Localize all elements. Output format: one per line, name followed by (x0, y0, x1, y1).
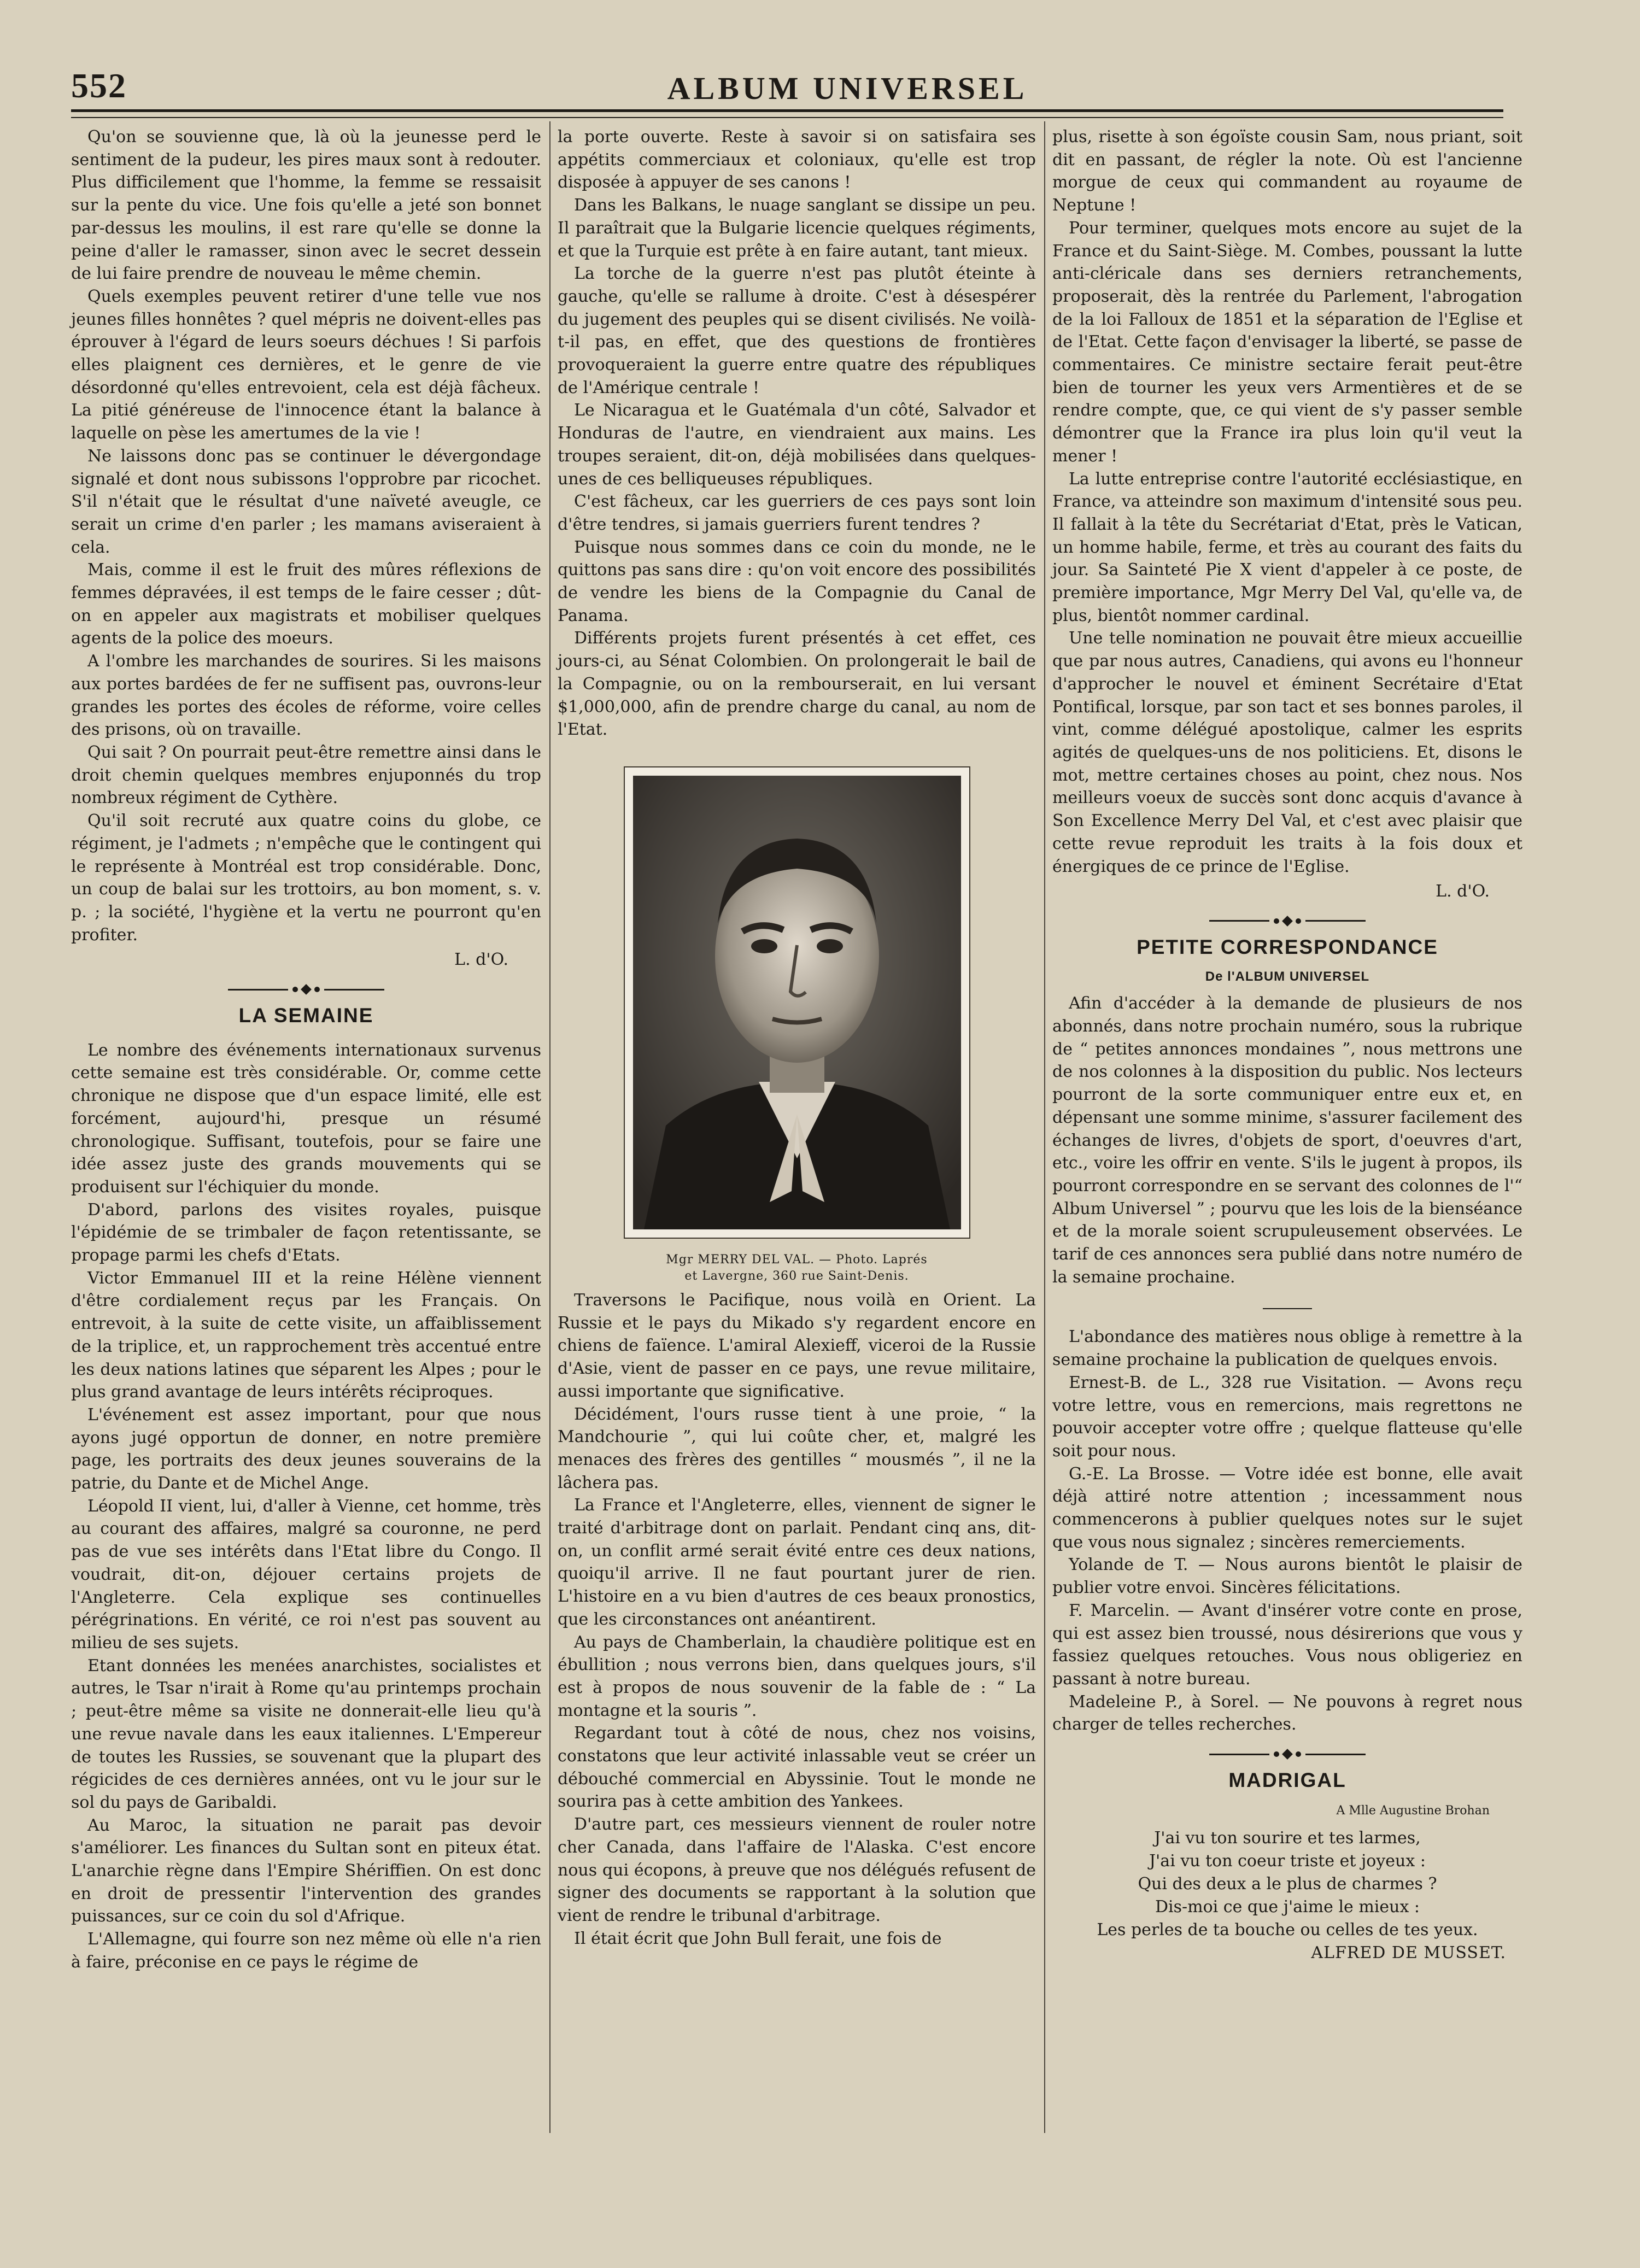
header-rule-thin (71, 117, 1503, 118)
poem-line: Dis-moi ce que j'aime le mieux : (1155, 1897, 1420, 1917)
column-divider (1044, 121, 1045, 2133)
paragraph: Regardant tout à côté de nous, chez nos voisins, constatons que leur activité inlassable veut se créer un débouché commercial en Abyssinie. Tout le monde ne sourira pas à cette ambition des Yankees. (558, 1724, 1036, 1812)
paragraph: Le nombre des événements internationaux survenus cette semaine est très considérable. Or, comme cette chronique ne dispose que d'un espace limité, elle est forcément, aujourd'hi, presque un résumé chronologique. Suffisant, toutefois, pour se faire une idée assez juste des grands mouvements qui se produisent sur l'échiquier du monde. (71, 1040, 541, 1197)
photo-caption (558, 1252, 1036, 1285)
section-ornament (71, 986, 541, 993)
paragraph: Mais, comme il est le fruit des mûres réflexions de femmes dépravées, il est temps de le faire cesser ; dût-on en appeler aux magistrats et mobiliser quelques agents de la police des moeurs. (71, 560, 541, 648)
paragraph: Qu'on se souvienne que, là où la jeunesse perd le sentiment de la pudeur, les pires maux sont à redouter. Plus difficilement que l'homme, la femme se ressaisit sur la pente du vice. Une fois qu'elle a jeté son bonnet par-dessus les moulins, il est rare qu'elle se donne la peine d'aller le ramasser, sinon avec le secret dessein de lui faire prendre de nouveau le même chemin. (71, 127, 541, 284)
masthead-title: ALBUM UNIVERSEL (667, 71, 1028, 106)
paragraph: C'est fâcheux, car les guerriers de ces pays sont loin d'être tendres, si jamais guerriers furent tendres ? (558, 492, 1036, 534)
paragraph: D'autre part, ces messieurs viennent de rouler notre cher Canada, dans l'affaire de l'Alaska. C'est encore nous qui écopons, à preuve que nos délégués refusent de signer des documents se rapportant à la solution que vient de rendre le tribunal d'arbitrage. (558, 1815, 1036, 1925)
correspondence-note: Yolande de T. — Nous aurons bientôt le plaisir de publier votre envoi. Sincères félicitations. (1052, 1555, 1522, 1598)
section-title-petite-correspondance: PETITE CORRESPONDANCE (1137, 935, 1438, 958)
paragraph: Au Maroc, la situation ne parait pas devoir s'améliorer. Les finances du Sultan sont en piteux état. L'anarchie règne dans l'Empire Shériffien. On est donc en droit de pressentir l'intervention des grandes puissances, sur ce coin du sol d'Afrique. (71, 1815, 541, 1926)
poem-line: Les perles de ta bouche ou celles de tes yeux. (1097, 1920, 1478, 1939)
correspondence-note: F. Marcelin. — Avant d'insérer votre conte en prose, qui est assez bien troussé, nous désirerions que vous y fassiez quelques retouches. Vous nous obligeriez en passant à notre bureau. (1052, 1601, 1522, 1689)
correspondence-note: G.-E. La Brosse. — Votre idée est bonne, elle avait déjà attiré notre attention ; incessamment nous commencerons à publier quelques notes sur le sujet que vous nous signalez ; sincères remerciements. (1052, 1464, 1522, 1552)
paragraph: Qu'il soit recruté aux quatre coins du globe, ce régiment, je l'admets ; n'empêche que le contingent qui le représente à Montréal est trop considérable. Donc, un coup de balai sur les trottoirs, au bon moment, s. v. p. ; la société, l'hygiène et la vertu ne pourront qu'en profiter. (71, 811, 541, 945)
paragraph: La lutte entreprise contre l'autorité ecclésiastique, en France, va atteindre son maximum d'intensité sous peu. Il fallait à la tête du Secrétariat d'Etat, près le Vatican, un homme habile, ferme, et très au courant des faits du jour. Sa Sainteté Pie X vient d'appeler à ce poste, de première importance, Mgr Merry Del Val, qu'elle va, de plus, bientôt nommer cardinal. (1052, 469, 1522, 625)
paragraph: Victor Emmanuel III et la reine Hélène viennent d'être cordialement reçus par les Français. On entrevoit, à la suite de cette visite, un affaiblissement de la triplice, et, un rapprochement très accentué entre les deux nations latines que séparent les Alpes ; pour le plus grand avantage de leurs intérêts réciproques. (71, 1268, 541, 1402)
paragraph: A l'ombre les marchandes de sourires. Si les maisons aux portes bardées de fer ne suffisent pas, ouvrons-leur grandes les portes des écoles de réforme, voire celles des prisons, où on travaille. (71, 652, 541, 740)
paragraph: Traversons le Pacifique, nous voilà en Orient. La Russie et le pays du Mikado s'y regardent encore en chiens de faïence. L'amiral Alexieff, viceroi de la Russie d'Asie, vient de passer en ce pays, une revue militaire, aussi importante que significative. (558, 1290, 1036, 1401)
column-3 (1052, 126, 1522, 1965)
paragraph: Ne laissons donc pas se continuer le dévergondage signalé et dont nous subissons l'opprobre par ricochet. S'il n'était que le résultat d'une naïveté aveugle, ce serait un crime d'en parler ; les mamans aviseraient à cela. (71, 446, 541, 557)
correspondence-note: Madeleine P., à Sorel. — Ne pouvons à regret nous charger de telles recherches. (1052, 1692, 1522, 1734)
paragraph: Dans les Balkans, le nuage sanglant se dissipe un peu. Il paraîtrait que la Bulgarie licencie quelques régiments, et que la Turquie est prête à en faire autant, tant mieux. (558, 196, 1036, 261)
poem-dedication: A Mlle Augustine Brohan (1336, 1803, 1490, 1818)
paragraph: La torche de la guerre n'est pas plutôt éteinte à gauche, qu'elle se rallume à droite. C'est à désespérer du jugement des peuples qui se disent civilisés. Ne voilà-t-il pas, en effet, que des questions de frontières provoqueraient la guerre entre quatre des républiques de l'Amérique centrale ! (558, 264, 1036, 397)
poem-line: J'ai vu ton sourire et tes larmes, (1154, 1828, 1421, 1848)
paragraph: Au pays de Chamberlain, la chaudière politique est en ébullition ; nous verrons bien, dans quelques jours, s'il est à propos de nous souvenir de la fable de : “ La montagne et la souris ”. (558, 1632, 1036, 1720)
paragraph: D'abord, parlons des visites royales, puisque l'épidémie de se trimbaler de façon retentissante, se propage parmi les chefs d'Etats. (71, 1200, 541, 1265)
paragraph: La France et l'Angleterre, elles, viennent de signer le traité d'arbitrage dont on parlait. Pendant cinq ans, dit-on, un conflit armé serait évité entre ces deux nations, quoiqu'il arrive. Il ne faut pourtant jurer de rien. L'histoire en a vu bien d'autres de ces beaux pronostics, que les circonstances ont anéantirent. (558, 1496, 1036, 1629)
caption-line: Mgr MERRY DEL VAL. — Photo. Laprés (666, 1252, 928, 1267)
paragraph: la porte ouverte. Reste à savoir si on satisfaira ses appétits commerciaux et coloniaux, qu'elle est trop disposée à appuyer de ses canons ! (558, 127, 1036, 192)
paragraph: Pour terminer, quelques mots encore au sujet de la France et du Saint-Siège. M. Combes, poussant la lutte anti-cléricale dans ses derniers retranchements, proposerait, dès la rentrée du Parlement, l'abrogation de la loi Falloux de 1851 et la séparation de l'Eglise et de l'Etat. Cette façon d'envisager la liberté, se passe de commentaires. Ce ministre sectaire ferait peut-être bien de tourner les yeux vers Armentières et de se rendre compte, que, ce qui vient de s'y passer semble démontrer que la France ira plus loin qu'il veut la mener ! (1052, 218, 1522, 466)
portrait-photo (624, 766, 970, 1239)
column-2 (558, 126, 1036, 1950)
paragraph: Léopold II vient, lui, d'aller à Vienne, cet homme, très au courant des affaires, malgré sa couronne, ne perd pas de vue ses intérêts dans l'Etat libre du Congo. Il voudrait, dit-on, déjouer certains projets de l'Angleterre. Cela explique ses continuelles pérégrinations. En vérité, ce roi n'est pas souvent au milieu de ses sujets. (71, 1496, 541, 1652)
column-1 (71, 126, 541, 1974)
paragraph: Décidément, l'ours russe tient à une proie, “ la Mandchourie ”, qui lui coûte cher, et, malgré les menaces des frères des gentilles “ mousmés ”, il ne la lâchera pas. (558, 1404, 1036, 1492)
correspondence-note: Ernest-B. de L., 328 rue Visitation. — Avons reçu votre lettre, vous en remercions, mais regrettons ne pouvoir accepter votre offre ; quelque flatteuse qu'elle soit pour nous. (1052, 1373, 1522, 1461)
caption-line: et Lavergne, 360 rue Saint-Denis. (684, 1269, 909, 1283)
author-signature: L. d'O. (1436, 882, 1490, 901)
portrait-illustration (633, 776, 961, 1229)
poem-line: Qui des deux a le plus de charmes ? (1138, 1874, 1437, 1894)
paragraph: Le Nicaragua et le Guatémala d'un côté, Salvador et Honduras de l'autre, en viendraient aux mains. Les troupes seraient, dit-on, déjà mobilisées dans quelques-unes de ces belliqueuses républiques. (558, 401, 1036, 489)
madrigal-poem (1052, 1800, 1522, 1965)
page-number: 552 (71, 66, 127, 105)
section-ornament (1052, 917, 1522, 925)
poem-author: ALFRED DE MUSSET. (1311, 1943, 1506, 1962)
paragraph: plus, risette à son égoïste cousin Sam, nous priant, soit dit en passant, de régler la note. Où est l'ancienne morgue de ceux qui commandent au royaume de Neptune ! (1052, 127, 1522, 215)
paragraph: Afin d'accéder à la demande de plusieurs de nos abonnés, dans notre prochain numéro, sous la rubrique de “ petites annonces mondaines ”, nous mettrons une de nos colonnes à la disposition du public. Nos lecteurs pourront de la sorte communiquer entre eux et, en dépensant une somme minime, s'assurer facilement des échanges de livres, d'objets de sport, d'oeuvres d'art, etc., voire les offrir en vente. S'ils le jugent à propos, ils pourront correspondre en se servant des colonnes de l'“ Album Universel ” ; pourvu que les lois de la bienséance et de la morale soient scrupuleusement observées. Le tarif de ces annonces sera publié dans notre numéro de la semaine prochaine. (1052, 994, 1522, 1287)
paragraph: Il était écrit que John Bull ferait, une fois de (574, 1929, 942, 1948)
poem-line: J'ai vu ton coeur triste et joyeux : (1149, 1851, 1426, 1871)
column-divider (549, 121, 550, 2133)
paragraph: Différents projets furent présentés à cet effet, ces jours-ci, au Sénat Colombien. On prolongerait le bail de la Compagnie, ou on la rembourserait, en lui versant $1,000,000, afin de prendre charge du canal, au nom de l'Etat. (558, 629, 1036, 740)
section-title-madrigal: MADRIGAL (1228, 1769, 1346, 1792)
paragraph: Qui sait ? On pourrait peut-être remettre ainsi dans le droit chemin quelques membres enjuponnés du trop nombreux régiment de Cythère. (71, 742, 541, 808)
author-signature: L. d'O. (454, 950, 508, 970)
paragraph: L'événement est assez important, pour que nous ayons jugé opportun de donner, en notre première page, les portraits des deux jeunes souverains de la patrie, du Dante et de Michel Ange. (71, 1405, 541, 1493)
paragraph: Quels exemples peuvent retirer d'une telle vue nos jeunes filles honnêtes ? quel mépris ne doivent-elles pas éprouver à l'égard de leurs soeurs déchues ! Si parfois elles plaignent ces dernières, et le genre de vie désordonné qu'elles entrevoient, cela est déjà fâcheux. La pitié généreuse de l'innocence étant la balance à laquelle on pèse les amertumes de la vie ! (71, 286, 541, 443)
paragraph: Une telle nomination ne pouvait être mieux accueillie que par nous autres, Canadiens, qui avons eu l'honneur d'approcher le nouvel et éminent Secrétaire d'Etat Pontifical, lorsque, par son tact et ses bonnes paroles, il vint, comme délégué apostolique, calmer les esprits agités de quelques-uns de nos politiciens. Et, disons le mot, mettre certaines choses au point, chez nous. Nos meilleurs voeux de succès sont donc acquis d'avance à Son Excellence Merry Del Val, et c'est avec plaisir que cette revue reproduit les traits à la fois doux et énergiques de ce prince de l'Eglise. (1052, 629, 1522, 876)
paragraph: Etant données les menées anarchistes, socialistes et autres, le Tsar n'irait à Rome qu'au printemps prochain ; peut-être même sa visite ne donnerait-elle lieu qu'à une revue navale dans les eaux italiennes. L'Empereur de toutes les Russies, se souvenant que la plupart des régicides de ces dernières années, ont vu le jour sur le sol du pays de Garibaldi. (71, 1656, 541, 1812)
section-title-la-semaine: LA SEMAINE (238, 1004, 374, 1027)
section-ornament (1052, 1750, 1522, 1758)
paragraph: L'Allemagne, qui fourre son nez même où elle n'a rien à faire, préconise en ce pays le régime de (71, 1930, 541, 1972)
correspondence-note: L'abondance des matières nous oblige à remettre à la semaine prochaine la publication de quelques envois. (1052, 1327, 1522, 1370)
paragraph: Puisque nous sommes dans ce coin du monde, ne le quittons pas sans dire : qu'on voit encore des possibilités de vendre les biens de la Compagnie du Canal de Panama. (558, 537, 1036, 625)
header-rule (71, 109, 1503, 112)
section-subtitle: De l'ALBUM UNIVERSEL (1205, 969, 1370, 984)
separator (1263, 1308, 1312, 1309)
